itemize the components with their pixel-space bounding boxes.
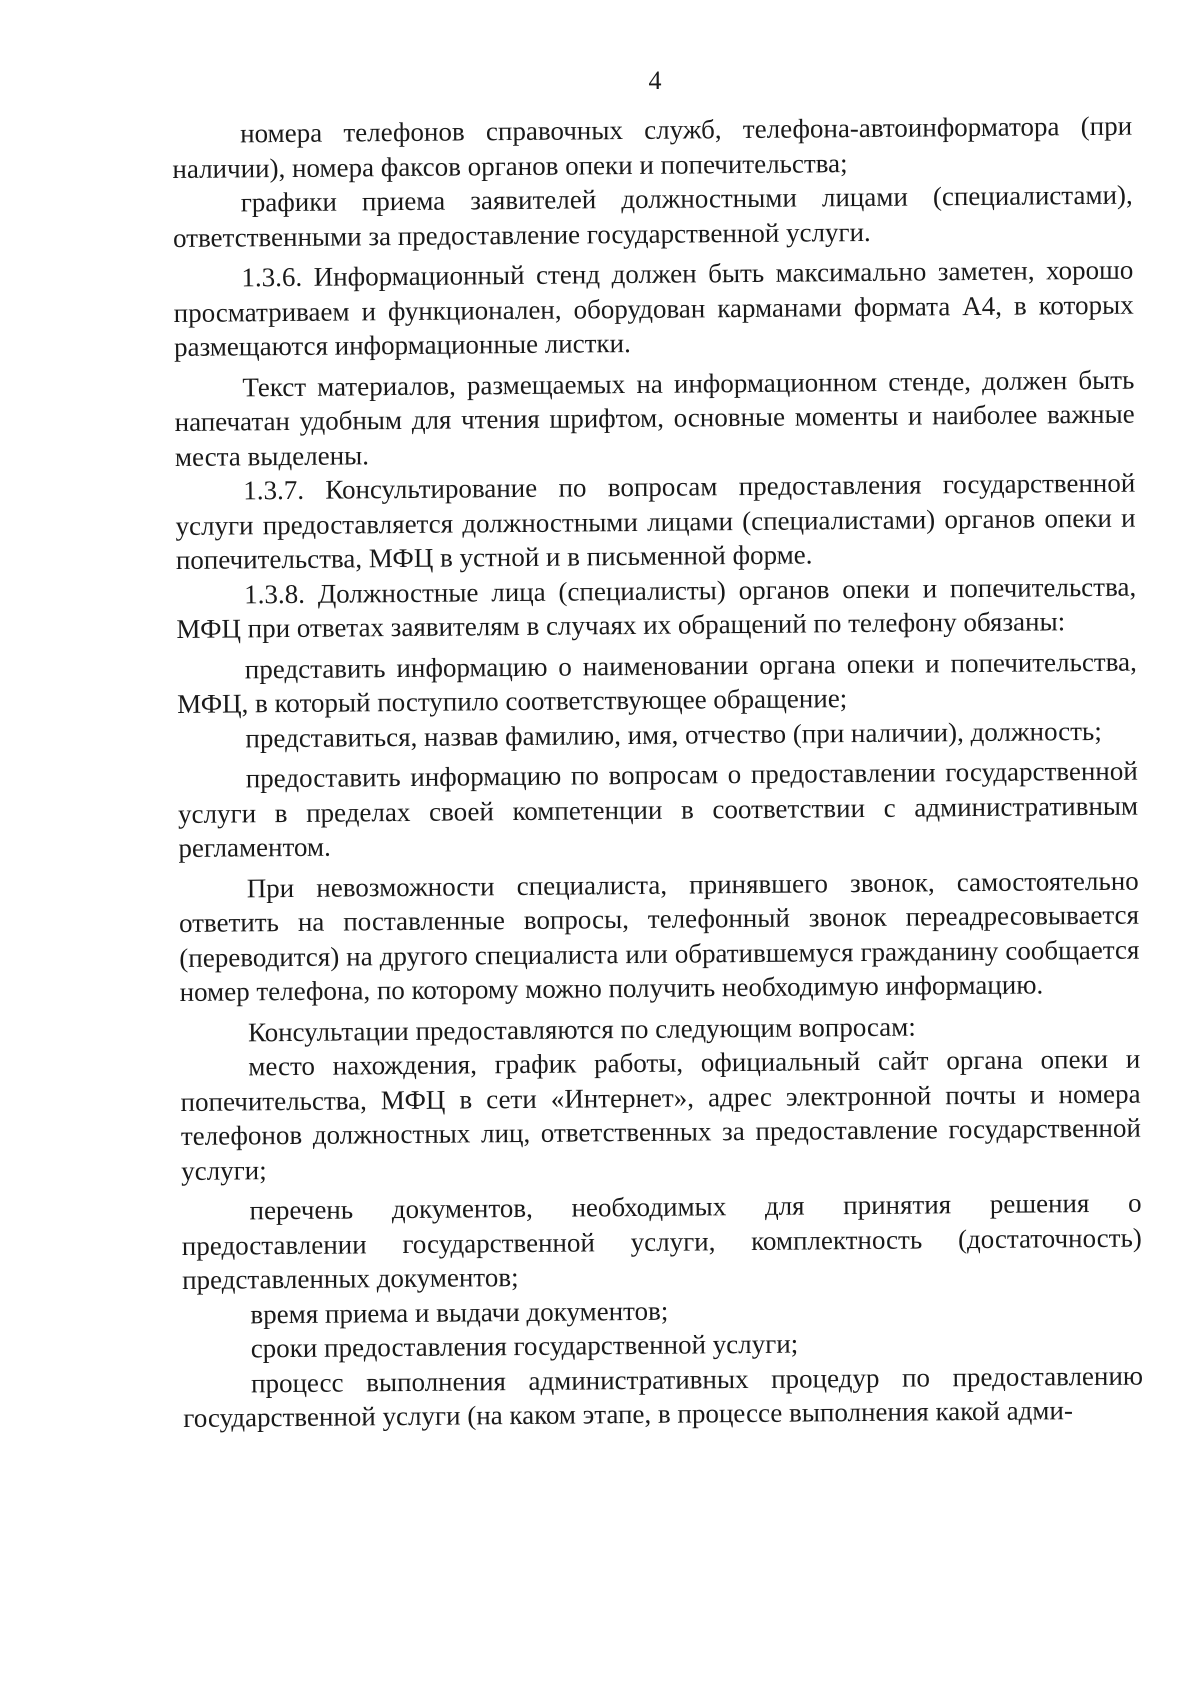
paragraph-procedure-process: процесс выполнения административных процедур по предоставлению государственной услуги (на каком этапе, в процессе выполнения какой адми-: [183, 1360, 1144, 1433]
paragraph-location-schedule: место нахождения, график работы, официальный сайт органа опеки и попечительства, МФЦ в сети «Интернет», адрес электронной почты и номера телефонов должностных лиц, ответственных за предоставление государственной услуги;: [180, 1043, 1141, 1186]
paragraph-1-3-8: 1.3.8. Должностные лица (специалисты) органов опеки и попечительства, МФЦ при ответах заявителям в случаях их обращений по телефону обязаны:: [176, 571, 1137, 644]
paragraph-service-terms: сроки предоставления государственной услуги;: [250, 1328, 799, 1364]
paragraph-stand-text: Текст материалов, размещаемых на информационном стенде, должен быть напечатан удобным для чтения шрифтом, основные моменты и наиболее важные места выделены.: [174, 364, 1135, 472]
paragraph-call-redirect: При невозможности специалиста, принявшего звонок, самостоятельно ответить на поставленные вопросы, телефонный звонок переадресовывается (переводится) на другого специалиста или обратившемуся гражданину сообщается номер телефона, по которому можно получить необходимую информацию.: [178, 865, 1140, 1007]
paragraph-present-info: представить информацию о наименовании органа опеки и попечительства, МФЦ, в который поступило соответствующее обращение;: [176, 646, 1137, 719]
paragraph-reception-schedule: графики приема заявителей должностными лицами (специалистами), ответственными за предоставление государственной услуги.: [172, 179, 1133, 253]
paragraph-introduce-self: представиться, назвав фамилию, имя, отчество (при наличии), должность;: [245, 715, 1102, 753]
paragraph-phone-numbers: номера телефонов справочных служб, телефона-автоинформатора (при наличии), номера факсов органов опеки и попечительства;: [172, 110, 1133, 184]
page-number: 4: [648, 66, 662, 95]
paragraph-reception-time: время приема и выдачи документов;: [250, 1295, 669, 1329]
paragraph-document-list: перечень документов, необходимых для принятия решения о предоставлении государственной услуги, комплектность (достаточность) представленных документов;: [181, 1187, 1142, 1295]
paragraph-1-3-6: 1.3.6. Информационный стенд должен быть максимально заметен, хорошо просматриваем и функционален, оборудован карманами формата А4, в которых размещаются информационные листки.: [173, 254, 1134, 362]
paragraph-consultation-topics: Консультации предоставляются по следующим вопросам:: [247, 1011, 916, 1047]
paragraph-1-3-7: 1.3.7. Консультирование по вопросам предоставления государственной услуги предоставляется должностными лицами (специалистами) органов опеки и попечительства, МФЦ в устной и в письменной форме.: [175, 467, 1136, 575]
paragraph-provide-info: предоставить информацию по вопросам о предоставлении государственной услуги в пределах своей компетенции в соответствии с административным регламентом.: [177, 755, 1139, 863]
document-body: [172, 109, 1143, 1436]
